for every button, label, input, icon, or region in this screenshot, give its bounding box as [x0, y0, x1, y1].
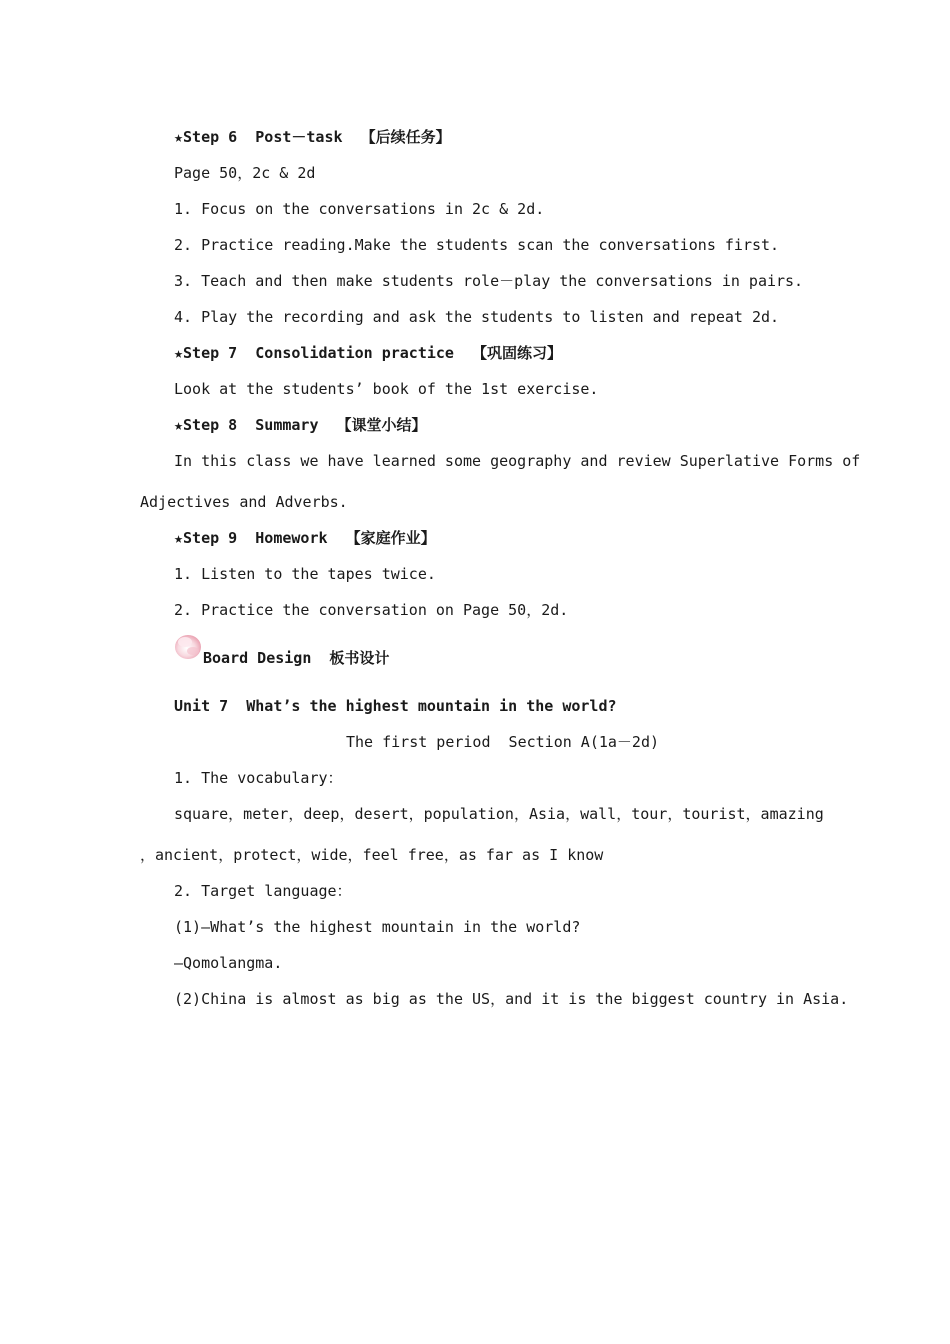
step8-text-continued: Adjectives and Adverbs. — [140, 493, 348, 511]
step9-line: 2. Practice the conversation on Page 50，2d. — [174, 601, 569, 619]
step6-line: Page 50，2c & 2d — [174, 164, 316, 182]
target-line: (2)China is almost as big as the US，and it is the biggest country in Asia. — [174, 990, 849, 1008]
step6-line: 2. Practice reading.Make the students scan the conversations first. — [174, 236, 780, 254]
vocab-label: 1. The vocabulary： — [174, 769, 343, 787]
vocab-list-continued: ，ancient，protect，wide，feel free，as far as I know — [140, 846, 604, 864]
step6-heading: ★Step 6 Post－task 【后续任务】 — [174, 128, 451, 146]
step6-line: 4. Play the recording and ask the students to listen and repeat 2d. — [174, 308, 780, 326]
step6-line: 1. Focus on the conversations in 2c & 2d. — [174, 200, 545, 218]
step7-heading: ★Step 7 Consolidation practice 【巩固练习】 — [174, 344, 563, 362]
board-period: The first period Section A(1a－2d) — [346, 733, 660, 751]
step9-heading: ★Step 9 Homework 【家庭作业】 — [174, 529, 436, 547]
flower-bullet-icon — [174, 630, 204, 662]
target-line: —Qomolangma. — [174, 954, 283, 972]
target-line: (1)—What’s the highest mountain in the world? — [174, 918, 581, 936]
step7-text: Look at the students’ book of the 1st exercise. — [174, 380, 599, 398]
target-language-label: 2. Target language： — [174, 882, 352, 900]
board-unit-title: Unit 7 What’s the highest mountain in the world? — [174, 697, 617, 715]
step8-heading: ★Step 8 Summary 【课堂小结】 — [174, 416, 427, 434]
step6-line: 3. Teach and then make students role－play the conversations in pairs. — [174, 272, 804, 290]
step9-line: 1. Listen to the tapes twice. — [174, 565, 436, 583]
vocab-list: square，meter，deep，desert，population，Asia，wall，tour，tourist，amazing — [174, 805, 824, 823]
step8-text: In this class we have learned some geography and review Superlative Forms of — [174, 452, 861, 470]
board-design-title: Board Design 板书设计 — [203, 649, 390, 667]
